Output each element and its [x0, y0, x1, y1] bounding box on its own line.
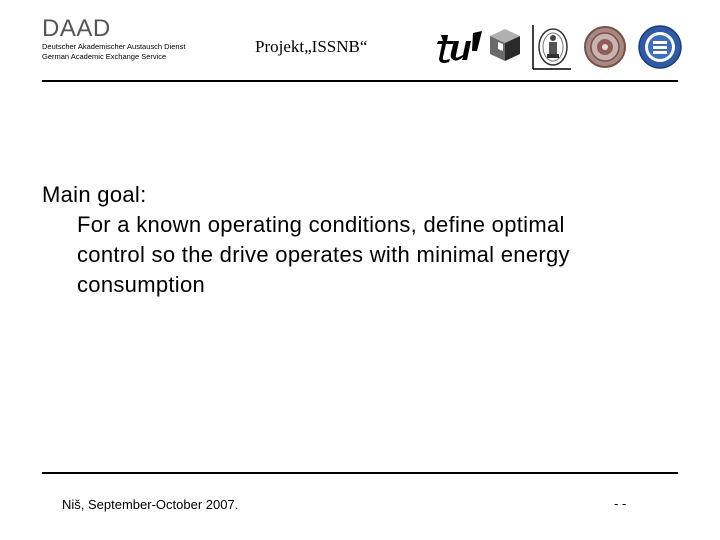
- footer-page-marker: - -: [614, 496, 627, 511]
- slide-body: [42, 180, 570, 300]
- daad-subtitle-german: Deutscher Akademischer Austausch Dienst: [42, 42, 186, 51]
- body-line-2: control so the drive operates with minimal energy: [77, 242, 570, 267]
- cube-logo-icon: [487, 27, 523, 63]
- body-line-3: consumption: [77, 272, 206, 297]
- main-goal-heading: Main goal:: [42, 182, 147, 207]
- daad-logo-text: DAAD: [42, 15, 111, 42]
- daad-subtitle-english: German Academic Exchange Service: [42, 52, 167, 61]
- footer-divider: [42, 472, 678, 474]
- project-title: Projekt„ISSNB“: [255, 37, 368, 56]
- blue-seal-icon: [637, 24, 683, 70]
- footer-location-date: Niš, September-October 2007.: [62, 497, 239, 512]
- university-seal-icon: [531, 23, 573, 71]
- body-line-1: For a known operating conditions, define optimal: [77, 212, 565, 237]
- red-seal-icon: [583, 25, 627, 69]
- header-divider: [42, 80, 678, 82]
- tu-logo-icon: [436, 27, 484, 67]
